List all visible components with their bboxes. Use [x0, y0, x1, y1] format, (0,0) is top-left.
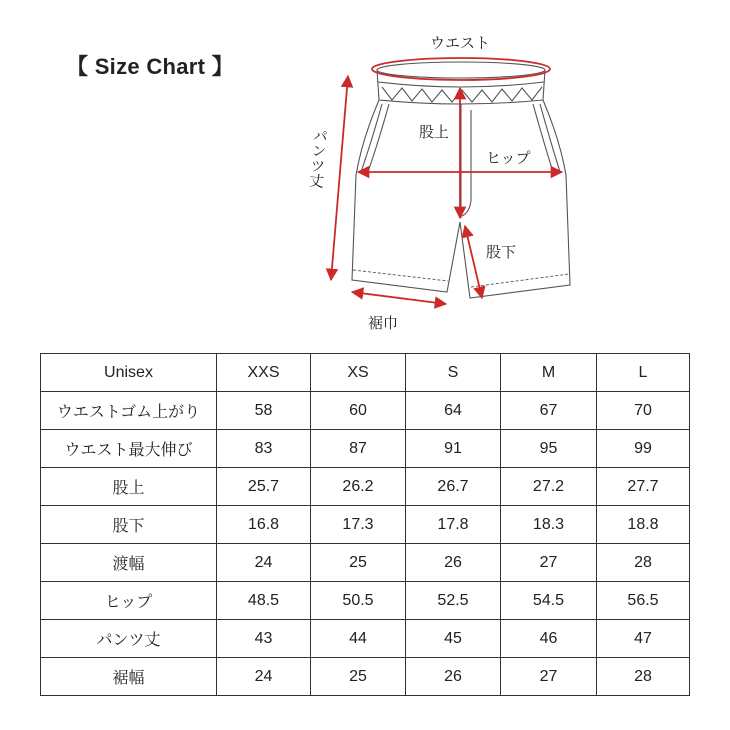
- table-cell: 58: [217, 392, 311, 430]
- size-header-xxs: XXS: [217, 354, 311, 392]
- waist-measure-ellipse: [372, 58, 550, 80]
- table-cell: 83: [217, 430, 311, 468]
- table-cell: 44: [311, 620, 406, 658]
- table-cell: 28: [597, 544, 690, 582]
- table-cell: 91: [406, 430, 501, 468]
- table-cell: 17.8: [406, 506, 501, 544]
- row-label: 渡幅: [41, 544, 217, 582]
- row-label: 股上: [41, 468, 217, 506]
- table-cell: 26.7: [406, 468, 501, 506]
- table-cell: 45: [406, 620, 501, 658]
- table-cell: 28: [597, 658, 690, 696]
- rise-label: 股上: [419, 124, 450, 141]
- table-cell: 64: [406, 392, 501, 430]
- row-label: ウエスト最大伸び: [41, 430, 217, 468]
- fly-seam: [461, 104, 471, 218]
- table-cell: 25: [311, 658, 406, 696]
- hem-measure-arrow: [352, 292, 446, 304]
- table-row: [41, 392, 690, 430]
- table-cell: 60: [311, 392, 406, 430]
- table-cell: 87: [311, 430, 406, 468]
- table-cell: 52.5: [406, 582, 501, 620]
- row-label: ヒップ: [41, 582, 217, 620]
- table-cell: 25: [311, 544, 406, 582]
- table-row: [41, 620, 690, 658]
- row-label: 股下: [41, 506, 217, 544]
- table-row: [41, 468, 690, 506]
- table-cell: 18.3: [501, 506, 597, 544]
- right-hem-stitch: [471, 274, 569, 287]
- size-header-s: S: [406, 354, 501, 392]
- table-cell: 27.7: [597, 468, 690, 506]
- table-cell: 54.5: [501, 582, 597, 620]
- page-title: 【 Size Chart 】: [66, 54, 235, 79]
- table-cell: 47: [597, 620, 690, 658]
- shorts-illustration: [352, 62, 570, 298]
- waistband-top: [377, 62, 545, 78]
- table-cell: 67: [501, 392, 597, 430]
- inseam-measure-arrow: [465, 226, 482, 298]
- table-cell: 16.8: [217, 506, 311, 544]
- table-cell: 27.2: [501, 468, 597, 506]
- table-cell: 24: [217, 658, 311, 696]
- row-label: 裾幅: [41, 658, 217, 696]
- table-cell: 70: [597, 392, 690, 430]
- table-cell: 17.3: [311, 506, 406, 544]
- waistband-inner-line: [378, 82, 544, 87]
- table-cell: 27: [501, 544, 597, 582]
- right-pocket: [533, 104, 560, 172]
- size-table: [40, 353, 690, 696]
- waist-label: ウエスト: [430, 35, 491, 52]
- table-cell: 48.5: [217, 582, 311, 620]
- hip-label: ヒップ: [486, 150, 531, 167]
- table-row: [41, 582, 690, 620]
- shorts-diagram: [0, 0, 730, 345]
- length-label: パンツ丈: [306, 127, 329, 189]
- hem-label: 裾巾: [368, 315, 399, 332]
- table-header-row: [41, 354, 690, 392]
- table-cell: 43: [217, 620, 311, 658]
- table-header-unisex: Unisex: [41, 354, 217, 392]
- size-header-l: L: [597, 354, 690, 392]
- table-cell: 50.5: [311, 582, 406, 620]
- table-row: [41, 506, 690, 544]
- waistband-bottom: [379, 100, 543, 104]
- table-cell: 24: [217, 544, 311, 582]
- length-measure-arrow: [331, 76, 348, 280]
- table-row: [41, 658, 690, 696]
- table-cell: 56.5: [597, 582, 690, 620]
- table-cell: 26.2: [311, 468, 406, 506]
- size-table-body: [41, 354, 690, 696]
- table-row: [41, 430, 690, 468]
- size-header-xs: XS: [311, 354, 406, 392]
- waistband-zigzag: [382, 87, 542, 102]
- inseam-label: 股下: [486, 244, 517, 261]
- left-hem-stitch: [353, 270, 448, 281]
- table-cell: 25.7: [217, 468, 311, 506]
- table-row: [41, 544, 690, 582]
- table-cell: 95: [501, 430, 597, 468]
- table-cell: 46: [501, 620, 597, 658]
- table-cell: 18.8: [597, 506, 690, 544]
- table-cell: 26: [406, 544, 501, 582]
- row-label: パンツ丈: [41, 620, 217, 658]
- table-cell: 99: [597, 430, 690, 468]
- size-header-m: M: [501, 354, 597, 392]
- row-label: ウエストゴム上がり: [41, 392, 217, 430]
- table-cell: 27: [501, 658, 597, 696]
- table-cell: 26: [406, 658, 501, 696]
